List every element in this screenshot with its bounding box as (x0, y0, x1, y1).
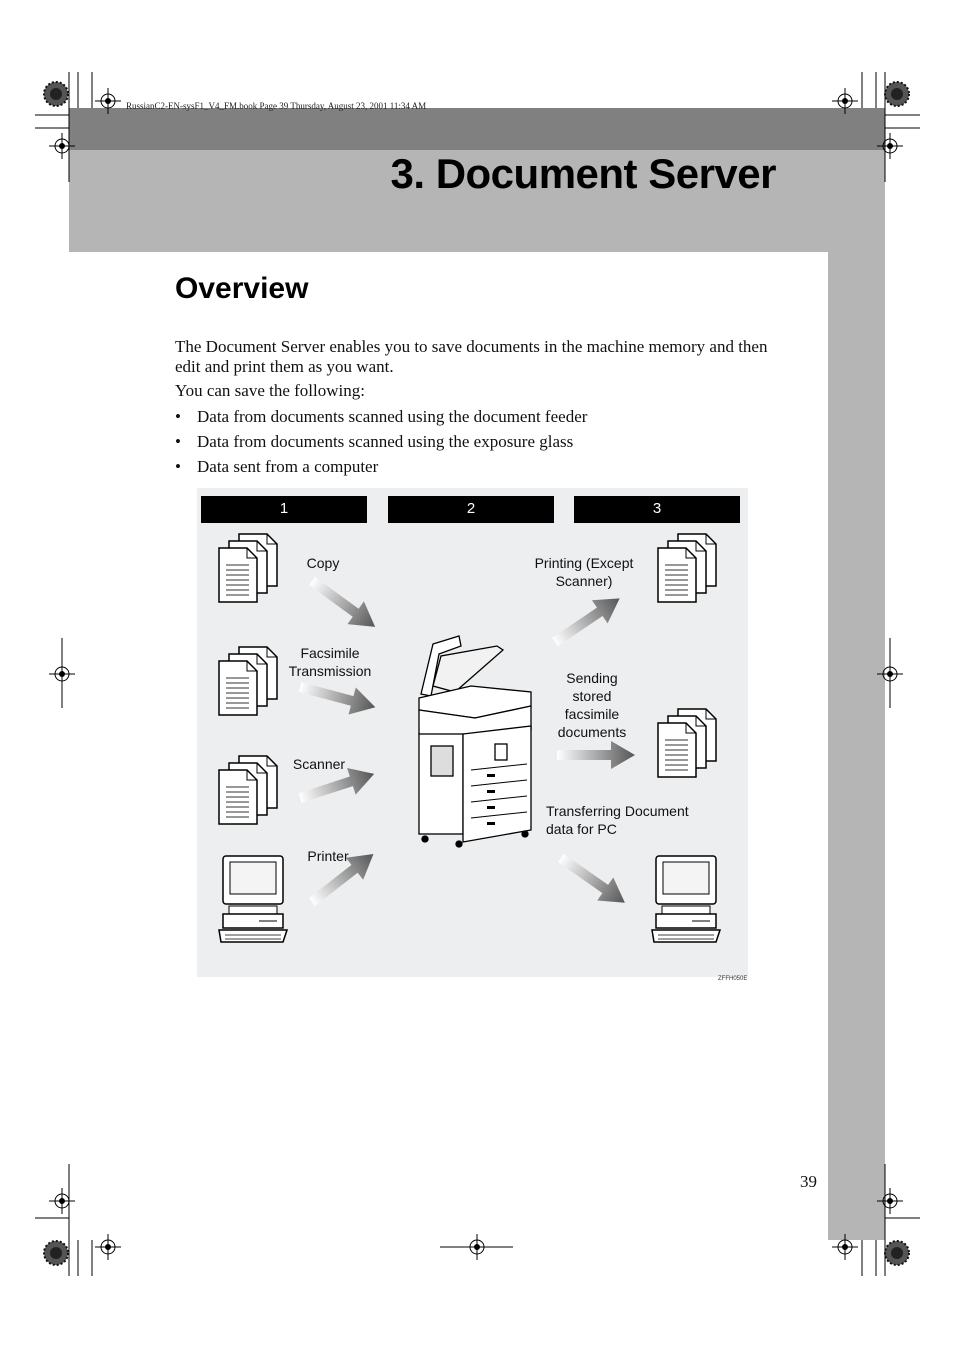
label-copy: Copy (306, 555, 340, 571)
bullet-item: • Data from documents scanned using the exposure glass (175, 432, 574, 451)
chapter-title: 3. Document Server (390, 150, 776, 197)
arrow-icon (557, 741, 635, 769)
column-number-3: 3 (652, 500, 662, 517)
bullet-text: Data sent from a computer (197, 457, 379, 476)
computer-icon (652, 856, 720, 942)
bullet-text: Data from documents scanned using the document feeder (197, 407, 588, 426)
label-facsimile-transmission: Facsimile Transmission (288, 645, 372, 679)
column-number-2: 2 (466, 500, 476, 517)
bullet-item: • Data sent from a computer (175, 457, 379, 476)
section-title: Overview (175, 272, 309, 305)
computer-icon (219, 856, 287, 942)
label-printing-except-scanner: Printing (Except Scanner) (534, 555, 634, 589)
file-info: RussianC2-EN-sysF1_V4_FM.book Page 39 Thursday, August 23, 2001 11:34 AM (126, 101, 427, 111)
arrow-icon (553, 847, 633, 915)
label-scanner: Scanner (292, 756, 346, 772)
figure-code: ZFFH050E (718, 976, 748, 982)
label-transferring-document-data: Transferring Document data for PC (546, 803, 689, 837)
arrow-icon (304, 570, 384, 638)
bullet-item: • Data from documents scanned using the document feeder (175, 407, 588, 426)
diagram-graphics (197, 488, 748, 977)
document-stack-icon (658, 709, 716, 777)
intro-paragraph: The Document Server enables you to save documents in the machine memory and then edit and print them as you want. (175, 337, 768, 376)
column-number-1: 1 (279, 500, 289, 517)
arrow-icon (296, 673, 379, 720)
document-stack-icon (658, 534, 716, 602)
document-stack-icon (219, 647, 277, 715)
page-number: 39 (800, 1172, 817, 1191)
label-sending-stored-facsimile: Sending stored facsimile documents (557, 670, 627, 740)
document-stack-icon (219, 534, 277, 602)
label-printer: Printer (307, 848, 349, 864)
arrow-icon (547, 587, 627, 654)
save-intro: You can save the following: (175, 381, 365, 400)
bullet-text: Data from documents scanned using the exposure glass (197, 432, 574, 451)
document-stack-icon (219, 756, 277, 824)
document-server-diagram (197, 488, 748, 982)
copier-machine-icon (419, 636, 531, 847)
